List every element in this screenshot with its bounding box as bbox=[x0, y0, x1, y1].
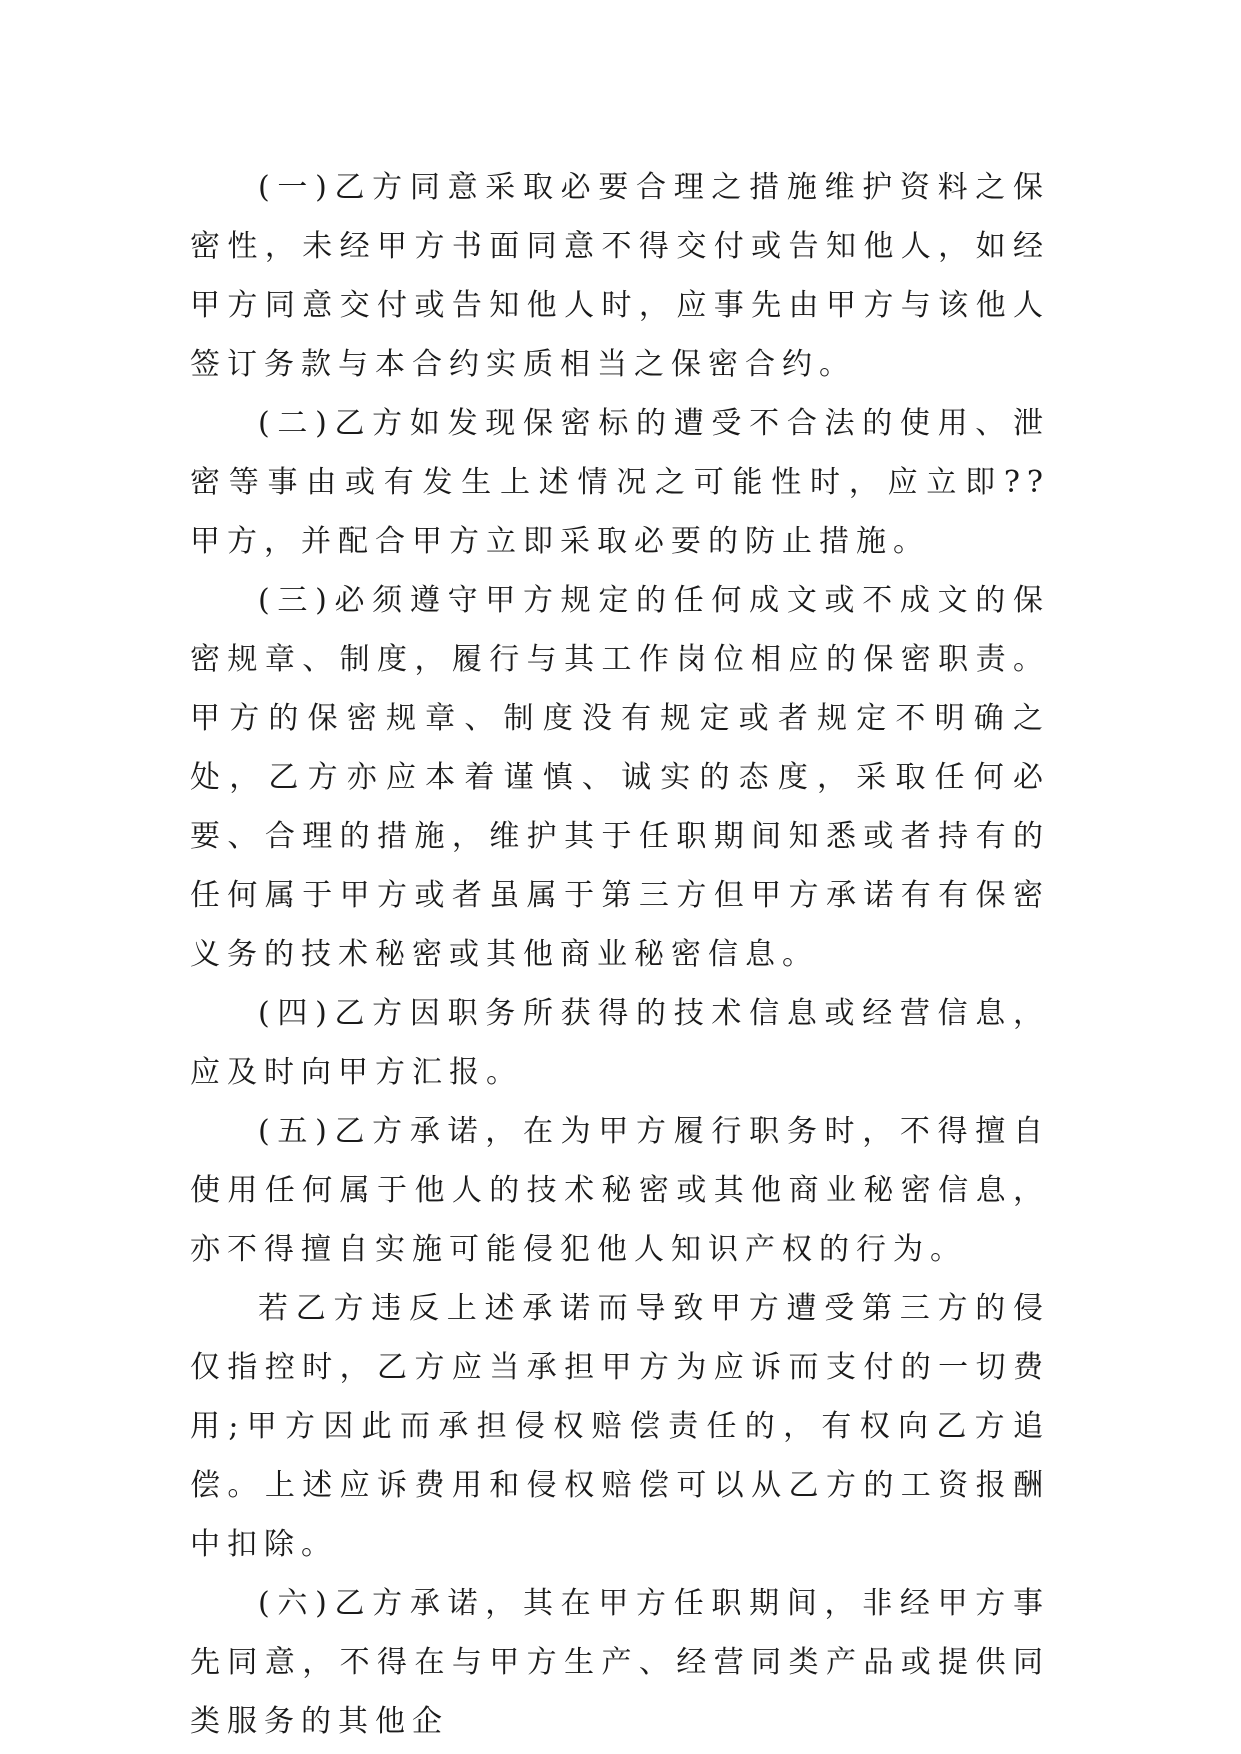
paragraph-6: 若乙方违反上述承诺而导致甲方遭受第三方的侵仅指控时，乙方应当承担甲方为应诉而支付的一切费用;甲方因此而承担侵权赔偿责任的，有权向乙方追偿。上述应诉费用和侵权赔偿可以从乙方的工资报酬中扣除。 bbox=[190, 1291, 1050, 1562]
paragraph-2: (二)乙方如发现保密标的遭受不合法的使用、泄密等事由或有发生上述情况之可能性时，应立即??甲方，并配合甲方立即采取必要的防止措施。 bbox=[190, 406, 1050, 559]
document-body bbox=[190, 158, 1050, 1751]
paragraph-4: (四)乙方因职务所获得的技术信息或经营信息，应及时向甲方汇报。 bbox=[190, 996, 1050, 1090]
paragraph-5: (五)乙方承诺，在为甲方履行职务时，不得擅自使用任何属于他人的技术秘密或其他商业秘密信息，亦不得擅自实施可能侵犯他人知识产权的行为。 bbox=[190, 1114, 1050, 1267]
paragraph-3: (三)必须遵守甲方规定的任何成文或不成文的保密规章、制度，履行与其工作岗位相应的保密职责。甲方的保密规章、制度没有规定或者规定不明确之处，乙方亦应本着谨慎、诚实的态度，采取任何必要、合理的措施，维护其于任职期间知悉或者持有的任何属于甲方或者虽属于第三方但甲方承诺有有保密义务的技术秘密或其他商业秘密信息。 bbox=[190, 583, 1050, 972]
paragraph-1: (一)乙方同意采取必要合理之措施维护资料之保密性，未经甲方书面同意不得交付或告知他人，如经甲方同意交付或告知他人时，应事先由甲方与该他人签订务款与本合约实质相当之保密合约。 bbox=[190, 170, 1050, 382]
paragraph-7: (六)乙方承诺，其在甲方任职期间，非经甲方事先同意，不得在与甲方生产、经营同类产品或提供同类服务的其他企 bbox=[190, 1586, 1050, 1739]
